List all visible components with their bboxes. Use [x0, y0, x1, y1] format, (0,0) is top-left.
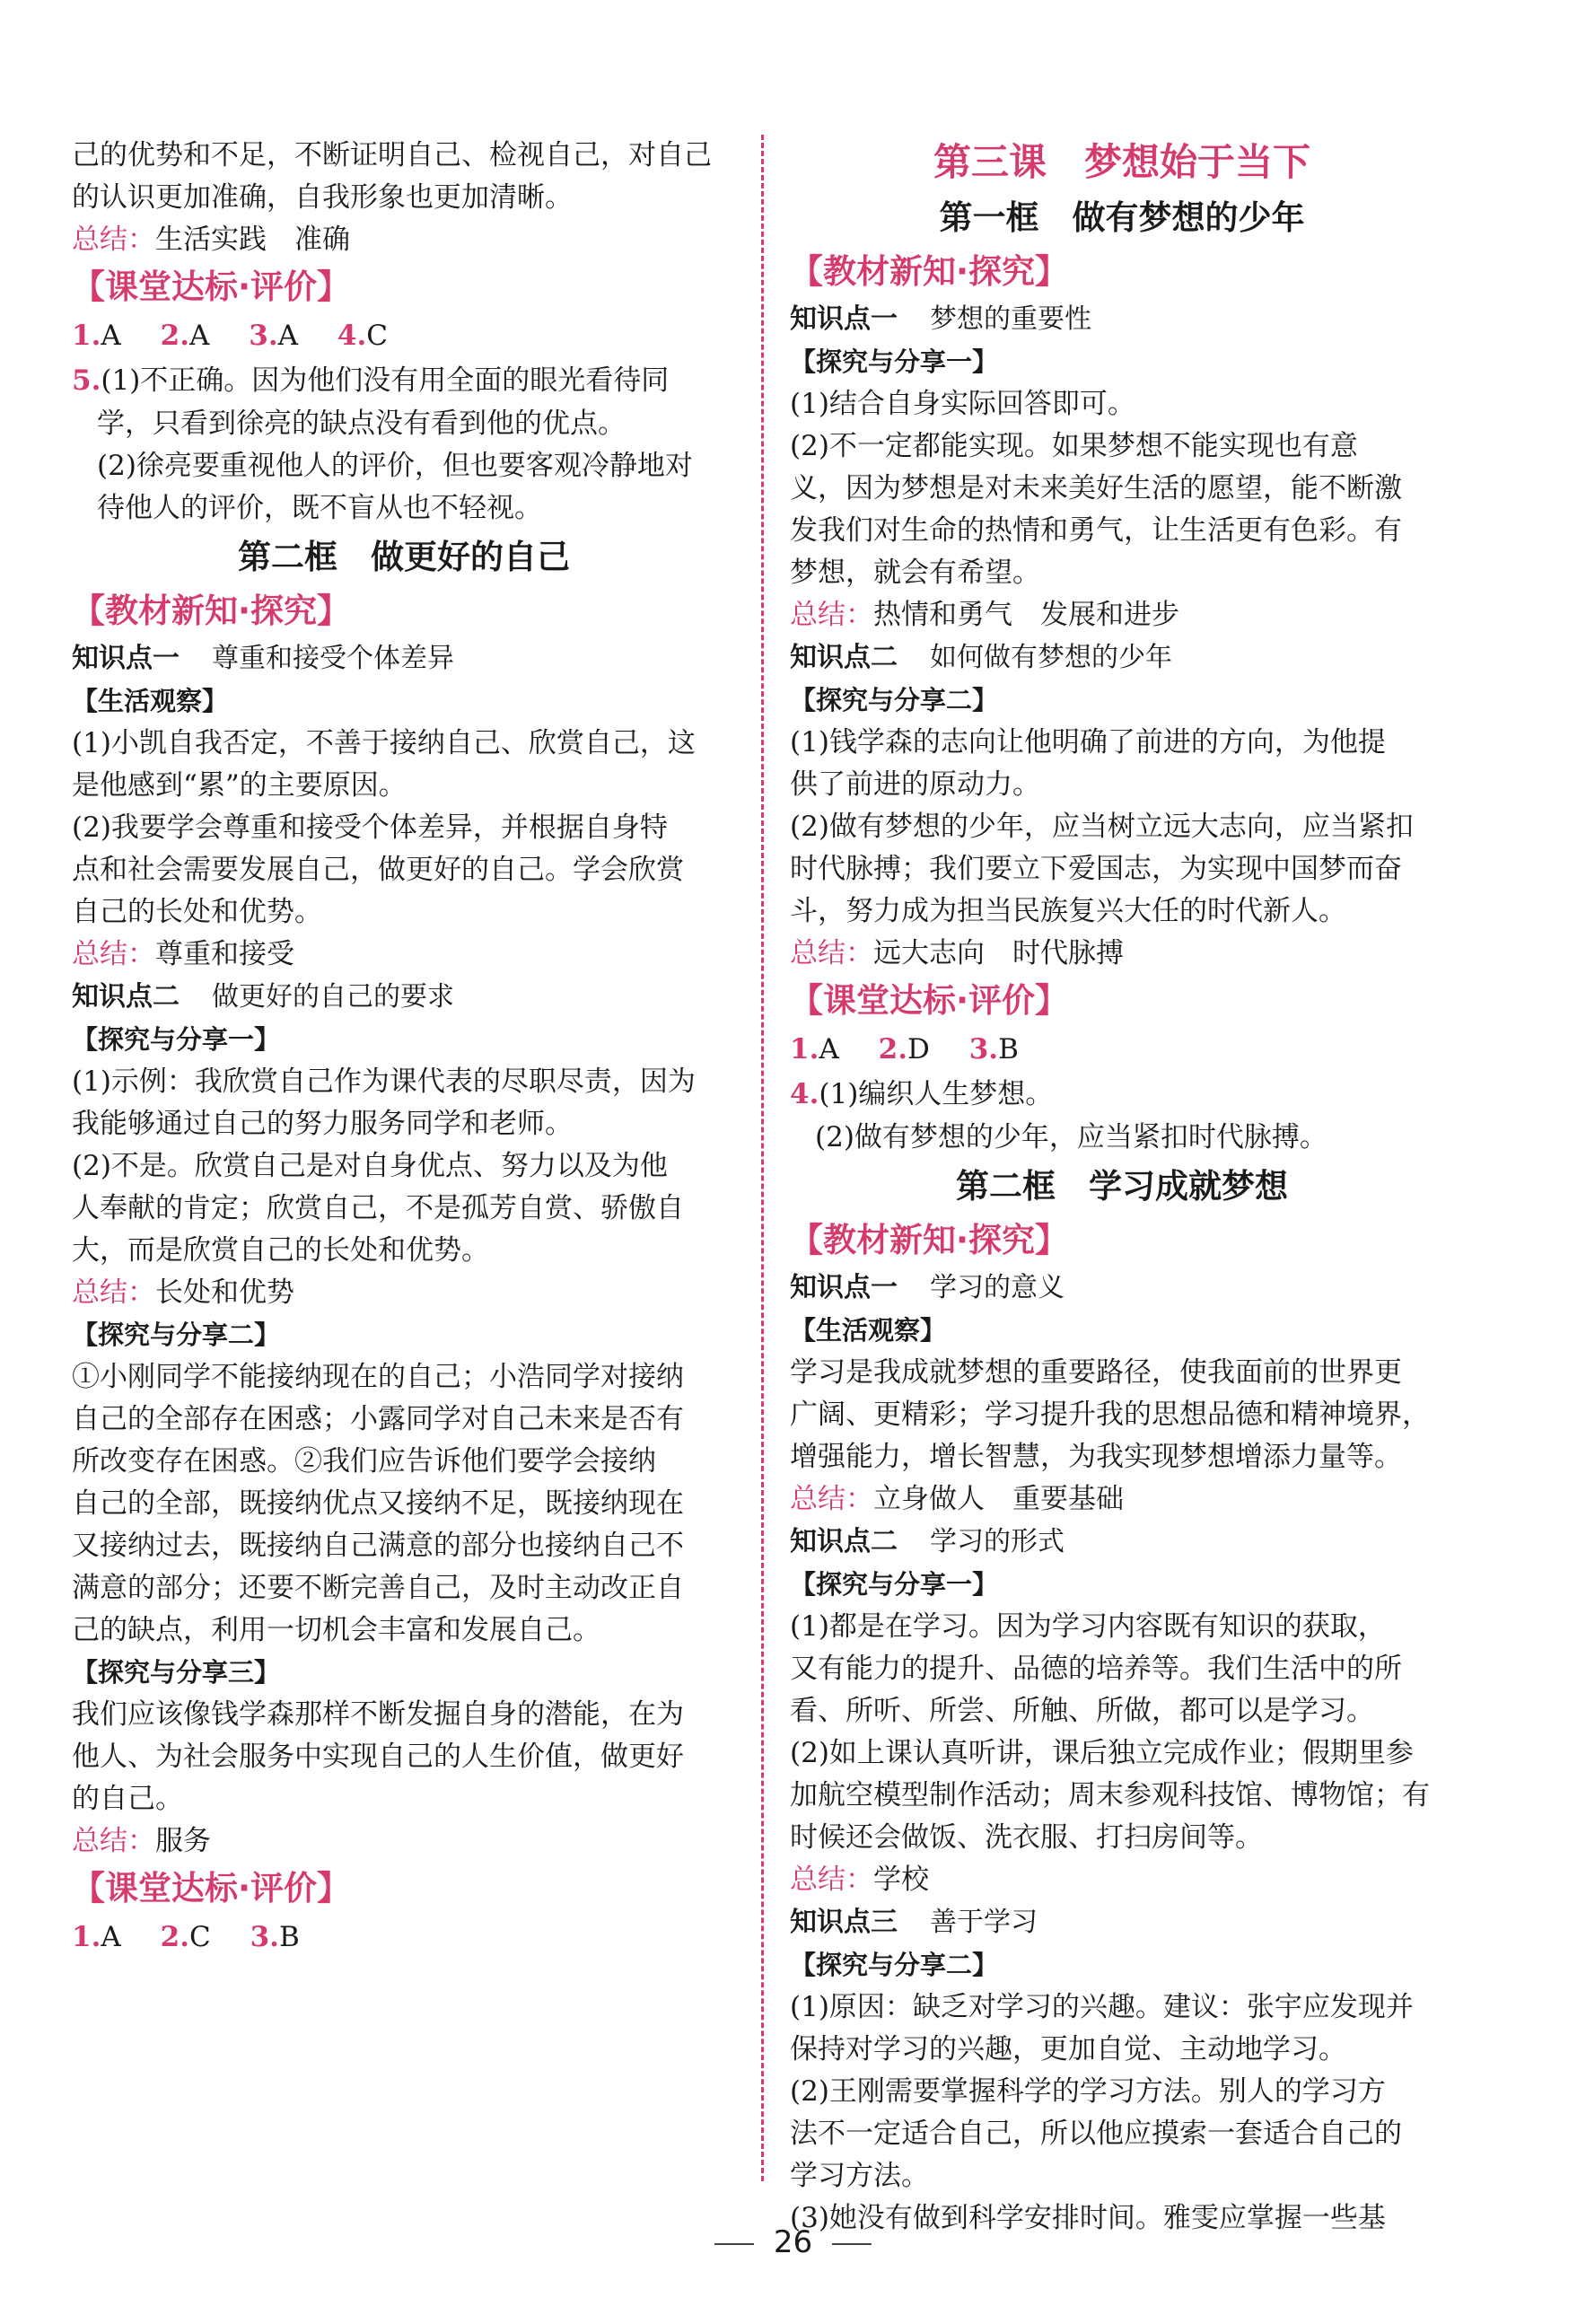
paragraph-line: 大，而是欣赏自己的长处和优势。 [72, 1234, 489, 1267]
knowledge-point-text: 学习的意义 [930, 1272, 1065, 1303]
answer-value: A [101, 320, 121, 352]
section-heading-ketang: 【课堂达标·评价】 [72, 267, 351, 306]
chapter-title: 第三课 梦想始于当下 [933, 140, 1310, 184]
paragraph-line: 斗，努力成为担当民族复兴大任的时代新人。 [790, 895, 1346, 927]
box-heading: 【探究与分享三】 [72, 1657, 281, 1688]
section-heading-ketang: 【课堂达标·评价】 [72, 1869, 351, 1907]
answer-line: 学，只看到徐亮的缺点没有看到他的优点。 [97, 408, 626, 440]
paragraph-line: 时候还会做饭、洗衣服、打扫房间等。 [790, 1821, 1263, 1854]
answer-row [790, 1027, 1454, 1072]
summary-tag: 总结： [72, 224, 155, 256]
paragraph-line: 梦想，就会有希望。 [790, 557, 1040, 589]
paragraph-line: (1)示例：我欣赏自己作为课代表的尽职尽责，因为 [72, 1066, 696, 1098]
left-column [72, 135, 736, 1960]
page-number-dash [832, 2243, 872, 2245]
answer-number: 4. [337, 320, 367, 352]
summary-tag: 总结： [790, 1864, 873, 1896]
knowledge-point [72, 637, 736, 680]
knowledge-point-label: 知识点二 [790, 1526, 898, 1557]
paragraph-line: 我能够通过自己的努力服务同学和老师。 [72, 1108, 573, 1140]
paragraph-line: 广阔、更精彩；学习提升我的思想品德和精神境界， [790, 1399, 1430, 1431]
question-number: 4. [790, 1078, 819, 1110]
section-heading-jiaocai: 【教材新知·探究】 [72, 592, 351, 630]
paragraph-line: 己的缺点，利用一切机会丰富和发展自己。 [72, 1614, 600, 1646]
paragraph-line: 人奉献的肯定；欣赏自己，不是孤芳自赏、骄傲自 [72, 1192, 684, 1224]
summary [72, 1272, 736, 1314]
summary-text: 远大志向 时代脉搏 [873, 937, 1124, 969]
page-number-text: 26 [773, 2224, 813, 2260]
knowledge-point-text: 学习的形式 [930, 1526, 1065, 1557]
answer-text: (1)不正确。因为他们没有用全面的眼光看待同 [101, 364, 670, 397]
page-number-dash [714, 2243, 754, 2245]
paragraph-line: 自己的长处和优势。 [72, 896, 322, 928]
paragraph-line: 满意的部分；还要不断完善自己，及时主动改正自 [72, 1572, 684, 1604]
paragraph-line: 自己的全部，既接纳优点又接纳不足，既接纳现在 [72, 1487, 684, 1520]
paragraph-line: (2)不一定都能实现。如果梦想不能实现也有意 [790, 430, 1358, 462]
paragraph-line: 又有能力的提升、品德的培养等。我们生活中的所 [790, 1653, 1402, 1685]
knowledge-point-text: 尊重和接受个体差异 [212, 643, 454, 674]
answer-row [72, 1915, 736, 1960]
answer-value: D [907, 1033, 930, 1066]
paragraph-line: 的自己。 [72, 1783, 183, 1815]
box-heading: 【探究与分享二】 [790, 685, 999, 715]
summary [790, 1478, 1454, 1521]
paragraph-line: (1)原因：缺乏对学习的兴趣。建议：张宇应发现并 [790, 1991, 1414, 2023]
answer-text: (1)编织人生梦想。 [819, 1078, 1054, 1110]
knowledge-point-label: 知识点二 [790, 642, 898, 673]
knowledge-point-text: 做更好的自己的要求 [212, 981, 454, 1013]
knowledge-point [790, 1901, 1454, 1944]
summary-text: 生活实践 准确 [155, 224, 350, 256]
box-heading: 【探究与分享一】 [790, 1569, 999, 1600]
answer-value: A [189, 320, 210, 352]
summary-tag: 总结： [790, 599, 873, 631]
paragraph-line: 自己的全部存在困惑；小露同学对自己未来是否有 [72, 1403, 684, 1435]
paragraph-line: (2)我要学会尊重和接受个体差异，并根据自身特 [72, 811, 668, 844]
paragraph-line: (3)她没有做到科学安排时间。雅雯应掌握一些基 [790, 2202, 1386, 2234]
paragraph-line: (2)做有梦想的少年，应当树立远大志向，应当紧扣 [790, 811, 1414, 843]
paragraph-line: 加航空模型制作活动；周末参观科技馆、博物馆；有 [790, 1779, 1430, 1811]
knowledge-point [790, 298, 1454, 341]
question-5-line [72, 358, 736, 403]
paragraph-line: 法不一定适合自己，所以他应摸索一套适合自己的 [790, 2118, 1402, 2150]
answer-number: 2. [160, 1921, 189, 1953]
summary-tag: 总结： [790, 1483, 873, 1515]
answer-value: A [101, 1921, 121, 1953]
paragraph-line: 所改变存在困惑。②我们应告诉他们要学会接纳 [72, 1445, 656, 1478]
answer-value: B [998, 1033, 1019, 1066]
answer-value: B [278, 1921, 300, 1953]
knowledge-point-text: 如何做有梦想的少年 [930, 642, 1172, 673]
section-heading-jiaocai: 【教材新知·探究】 [790, 1221, 1069, 1259]
knowledge-point [790, 1521, 1454, 1564]
paragraph-line: (1)钱学森的志向让他明确了前进的方向，为他提 [790, 726, 1386, 759]
summary-tag: 总结： [790, 937, 873, 969]
summary-text: 学校 [873, 1864, 929, 1896]
summary-tag: 总结： [72, 1276, 155, 1309]
paragraph-line: (2)不是。欣赏自己是对自身优点、努力以及为他 [72, 1150, 668, 1182]
paragraph-line: 学习方法。 [790, 2160, 929, 2192]
answer-value: A [819, 1033, 839, 1066]
answer-number: 2. [160, 320, 189, 352]
section-heading-jiaocai: 【教材新知·探究】 [790, 252, 1069, 291]
summary [790, 933, 1454, 975]
summary [72, 1820, 736, 1863]
paragraph-line: 看、所听、所尝、所触、所做，都可以是学习。 [790, 1695, 1374, 1727]
summary [72, 934, 736, 976]
answer-line: (2)徐亮要重视他人的评价，但也要客观冷静地对 [97, 450, 693, 482]
knowledge-point [790, 636, 1454, 680]
answer-value: C [189, 1921, 211, 1953]
summary-text: 立身做人 重要基础 [873, 1483, 1124, 1515]
summary [790, 1859, 1454, 1901]
paragraph-line: 供了前进的原动力。 [790, 768, 1040, 801]
box-heading: 【生活观察】 [790, 1315, 947, 1346]
paragraph-line: 又接纳过去，既接纳自己满意的部分也接纳自己不 [72, 1530, 684, 1562]
paragraph-line: 时代脉搏；我们要立下爱国志，为实现中国梦而奋 [790, 853, 1402, 885]
knowledge-point-label: 知识点三 [790, 1907, 898, 1938]
summary [790, 594, 1454, 636]
answer-number: 1. [72, 1921, 101, 1953]
knowledge-point-text: 善于学习 [930, 1907, 1038, 1938]
answer-number: 3. [968, 1033, 999, 1066]
paragraph-line: (2)如上课认真听讲，课后独立完成作业；假期里参 [790, 1737, 1414, 1769]
right-column [790, 135, 1454, 2240]
box-heading: 【探究与分享二】 [790, 1950, 999, 1980]
summary-text: 热情和勇气 发展和进步 [873, 599, 1179, 631]
answer-line: 待他人的评价，既不盲从也不轻视。 [97, 492, 542, 524]
summary-text: 服务 [155, 1825, 211, 1857]
page-number [0, 2224, 1586, 2260]
question-4-line [790, 1072, 1454, 1117]
paragraph-line: (1)小凯自我否定，不善于接纳自己、欣赏自己，这 [72, 727, 696, 759]
answer-value: C [366, 320, 388, 352]
box-heading: 【探究与分享二】 [72, 1320, 281, 1350]
knowledge-point-label: 知识点一 [790, 1272, 898, 1303]
paragraph-line: 的认识更加准确，自我形象也更加清晰。 [72, 181, 573, 214]
paragraph-line: 增强能力，增长智慧，为我实现梦想增添力量等。 [790, 1441, 1402, 1473]
paragraph-line: 是他感到“累”的主要原因。 [72, 769, 407, 802]
answer-line: (2)做有梦想的少年，应当紧扣时代脉搏。 [815, 1121, 1328, 1153]
paragraph-line: 保持对学习的兴趣，更加自觉、主动地学习。 [790, 2033, 1346, 2065]
column-divider [761, 135, 764, 2181]
box-heading: 【探究与分享一】 [790, 346, 999, 377]
paragraph-line: ①小刚同学不能接纳现在的自己；小浩同学对接纳 [72, 1361, 684, 1393]
answer-value: A [277, 320, 299, 352]
lesson-subtitle: 第二框 做更好的自己 [238, 538, 570, 576]
summary-text: 尊重和接受 [155, 938, 294, 970]
answer-number: 1. [790, 1033, 819, 1066]
summary-text: 长处和优势 [155, 1276, 294, 1309]
paragraph-line: 发我们对生命的热情和勇气，让生活更有色彩。有 [790, 514, 1402, 547]
knowledge-point-label: 知识点一 [790, 303, 898, 335]
paragraph-line: (2)王刚需要掌握科学的学习方法。别人的学习方 [790, 2075, 1386, 2108]
answer-number: 1. [72, 320, 101, 352]
answer-row [72, 313, 736, 358]
lesson-subtitle: 第一框 做有梦想的少年 [939, 198, 1305, 237]
question-number: 5. [72, 364, 101, 397]
answer-number: 2. [878, 1033, 907, 1066]
knowledge-point [72, 976, 736, 1019]
answer-number: 3. [250, 1921, 279, 1953]
answer-number: 3. [249, 320, 278, 352]
paragraph-line: (1)都是在学习。因为学习内容既有知识的获取， [790, 1610, 1386, 1643]
summary-tag: 总结： [72, 1825, 155, 1857]
paragraph-line: (1)结合自身实际回答即可。 [790, 388, 1135, 420]
knowledge-point [790, 1267, 1454, 1310]
paragraph-line: 己的优势和不足，不断证明自己、检视自己，对自己 [72, 139, 712, 171]
paragraph-line: 我们应该像钱学森那样不断发掘自身的潜能，在为 [72, 1698, 684, 1731]
paragraph-line: 点和社会需要发展自己，做更好的自己。学会欣赏 [72, 854, 684, 886]
box-heading: 【探究与分享一】 [72, 1024, 281, 1055]
paragraph-line: 学习是我成就梦想的重要路径，使我面前的世界更 [790, 1356, 1402, 1389]
paragraph-line: 他人、为社会服务中实现自己的人生价值，做更好 [72, 1741, 684, 1773]
knowledge-point-text: 梦想的重要性 [930, 303, 1091, 335]
box-heading: 【生活观察】 [72, 686, 229, 716]
paragraph-line: 义，因为梦想是对未来美好生活的愿望，能不断激 [790, 472, 1402, 504]
knowledge-point-label: 知识点一 [72, 643, 180, 674]
summary [72, 219, 736, 261]
lesson-subtitle: 第二框 学习成就梦想 [956, 1167, 1288, 1206]
summary-tag: 总结： [72, 938, 155, 970]
knowledge-point-label: 知识点二 [72, 981, 180, 1013]
section-heading-ketang: 【课堂达标·评价】 [790, 981, 1069, 1020]
